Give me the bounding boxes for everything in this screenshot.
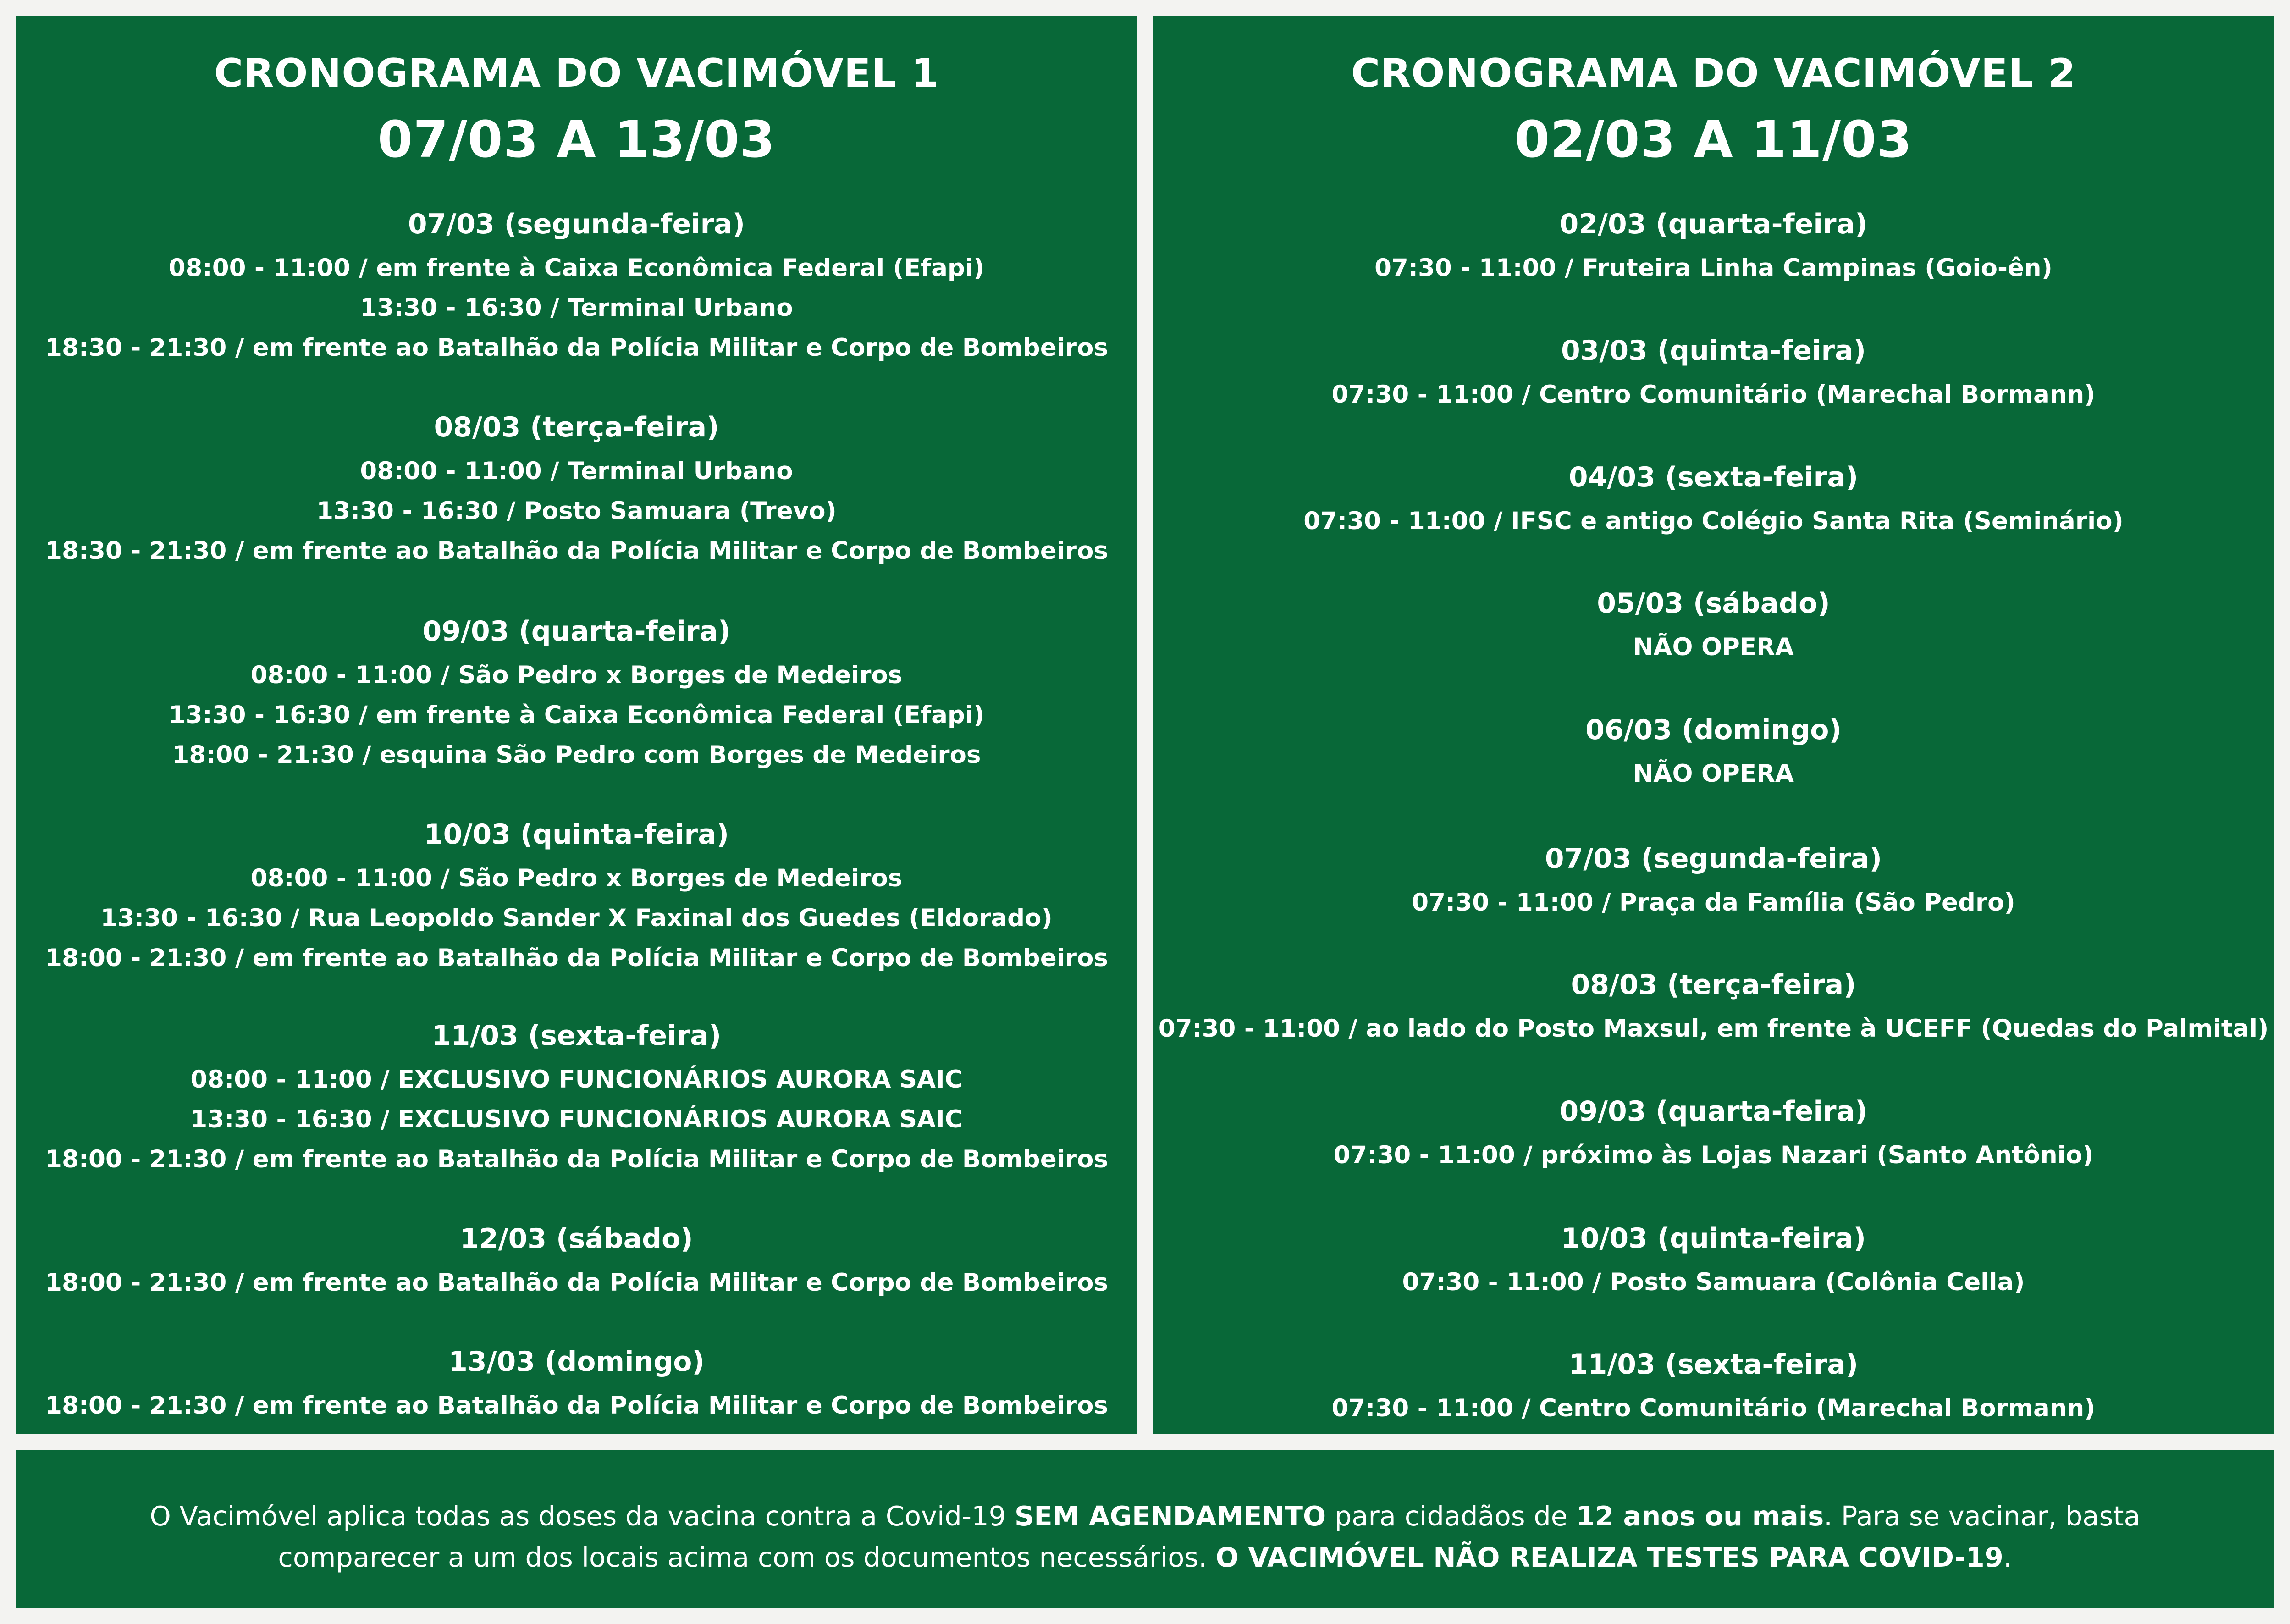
footer-text-4: . xyxy=(2003,1541,2012,1573)
day-label: 11/03 (sexta-feira) xyxy=(431,1020,722,1052)
panel-title: CRONOGRAMA DO VACIMÓVEL 2 xyxy=(1351,50,2076,96)
time-slot: 08:00 - 11:00 / EXCLUSIVO FUNCIONÁRIOS AURORA SAIC xyxy=(190,1066,963,1094)
time-slot: 18:00 - 21:30 / em frente ao Batalhão da Polícia Militar e Corpo de Bombeiros xyxy=(45,944,1108,972)
footer-text-3: . Para se vacinar, basta comparecer a um dos locais acima com os documentos necessários. xyxy=(278,1500,2141,1573)
time-slot: NÃO OPERA xyxy=(1633,633,1794,661)
time-slot: 13:30 - 16:30 / Posto Samuara (Trevo) xyxy=(316,497,837,525)
day-block xyxy=(1153,587,2274,667)
day-label: 13/03 (domingo) xyxy=(448,1346,705,1378)
panel-period: 07/03 A 13/03 xyxy=(377,110,776,169)
day-block xyxy=(1153,1348,2274,1428)
time-slot: 08:00 - 11:00 / São Pedro x Borges de Medeiros xyxy=(250,864,903,892)
info-footer xyxy=(16,1450,2274,1608)
panel-title: CRONOGRAMA DO VACIMÓVEL 1 xyxy=(214,50,939,96)
footer-text-1: O Vacimóvel aplica todas as doses da vacina contra a Covid-19 xyxy=(149,1500,1015,1532)
time-slot: 07:30 - 11:00 / Centro Comunitário (Marechal Bormann) xyxy=(1331,381,2096,409)
day-label: 02/03 (quarta-feira) xyxy=(1559,208,1868,240)
footer-note xyxy=(99,1496,2191,1578)
day-label: 12/03 (sábado) xyxy=(460,1223,693,1255)
day-label: 09/03 (quarta-feira) xyxy=(422,615,731,647)
day-block xyxy=(16,208,1137,368)
time-slot: 18:30 - 21:30 / em frente ao Batalhão da Polícia Militar e Corpo de Bombeiros xyxy=(45,537,1108,565)
time-slot: 07:30 - 11:00 / Praça da Família (São Pedro) xyxy=(1412,889,2015,917)
time-slot: 07:30 - 11:00 / próximo às Lojas Nazari (Santo Antônio) xyxy=(1333,1141,2094,1169)
day-label: 06/03 (domingo) xyxy=(1585,714,1842,746)
schedule-panel-vacimovel-2 xyxy=(1153,16,2274,1434)
footer-emphasis-no-tests: O VACIMÓVEL NÃO REALIZA TESTES PARA COVID-19 xyxy=(1215,1541,2003,1573)
schedule-panel-vacimovel-1 xyxy=(16,16,1137,1434)
day-block xyxy=(1153,461,2274,541)
time-slot: 13:30 - 16:30 / EXCLUSIVO FUNCIONÁRIOS AURORA SAIC xyxy=(190,1105,963,1133)
day-block xyxy=(16,1345,1137,1425)
day-block xyxy=(16,615,1137,775)
day-block xyxy=(1153,842,2274,922)
time-slot: NÃO OPERA xyxy=(1633,760,1794,788)
day-block xyxy=(16,411,1137,571)
time-slot: 08:00 - 11:00 / Terminal Urbano xyxy=(360,457,793,485)
day-label: 07/03 (segunda-feira) xyxy=(408,208,745,240)
day-label: 08/03 (terça-feira) xyxy=(1571,969,1856,1001)
day-block xyxy=(1153,713,2274,794)
time-slot: 18:00 - 21:30 / em frente ao Batalhão da Polícia Militar e Corpo de Bombeiros xyxy=(45,1269,1108,1297)
time-slot: 08:00 - 11:00 / em frente à Caixa Econômica Federal (Efapi) xyxy=(168,254,985,282)
time-slot: 13:30 - 16:30 / Rua Leopoldo Sander X Faxinal dos Guedes (Eldorado) xyxy=(100,904,1053,932)
time-slot: 07:30 - 11:00 / Centro Comunitário (Marechal Bormann) xyxy=(1331,1394,2096,1422)
time-slot: 07:30 - 11:00 / Fruteira Linha Campinas (Goio-ên) xyxy=(1374,254,2053,282)
footer-emphasis-age: 12 anos ou mais xyxy=(1576,1500,1824,1532)
day-block xyxy=(1153,208,2274,288)
time-slot: 07:30 - 11:00 / IFSC e antigo Colégio Santa Rita (Seminário) xyxy=(1303,507,2124,535)
day-label: 08/03 (terça-feira) xyxy=(434,411,719,443)
day-block xyxy=(16,818,1137,978)
day-label: 07/03 (segunda-feira) xyxy=(1545,843,1882,875)
time-slot: 13:30 - 16:30 / Terminal Urbano xyxy=(360,294,793,322)
day-label: 11/03 (sexta-feira) xyxy=(1568,1348,1859,1381)
day-label: 10/03 (quinta-feira) xyxy=(1561,1222,1866,1254)
footer-text-2: para cidadãos de xyxy=(1326,1500,1576,1532)
time-slot: 07:30 - 11:00 / ao lado do Posto Maxsul, em frente à UCEFF (Quedas do Palmital) xyxy=(1158,1015,2269,1043)
day-label: 10/03 (quinta-feira) xyxy=(424,818,729,851)
day-label: 03/03 (quinta-feira) xyxy=(1561,335,1866,367)
footer-emphasis-no-appointment: SEM AGENDAMENTO xyxy=(1014,1500,1326,1532)
day-label: 09/03 (quarta-feira) xyxy=(1559,1095,1868,1127)
day-block xyxy=(1153,334,2274,414)
time-slot: 18:30 - 21:30 / em frente ao Batalhão da Polícia Militar e Corpo de Bombeiros xyxy=(45,334,1108,362)
time-slot: 07:30 - 11:00 / Posto Samuara (Colônia Cella) xyxy=(1402,1268,2025,1296)
day-block xyxy=(1153,968,2274,1049)
day-label: 05/03 (sábado) xyxy=(1597,587,1830,619)
panel-period: 02/03 A 11/03 xyxy=(1514,110,1913,169)
time-slot: 08:00 - 11:00 / São Pedro x Borges de Medeiros xyxy=(250,661,903,689)
time-slot: 18:00 - 21:30 / em frente ao Batalhão da Polícia Militar e Corpo de Bombeiros xyxy=(45,1392,1108,1420)
time-slot: 13:30 - 16:30 / em frente à Caixa Econômica Federal (Efapi) xyxy=(168,701,985,729)
day-block xyxy=(1153,1222,2274,1302)
day-block xyxy=(1153,1095,2274,1175)
day-block xyxy=(16,1222,1137,1303)
time-slot: 18:00 - 21:30 / em frente ao Batalhão da Polícia Militar e Corpo de Bombeiros xyxy=(45,1145,1108,1173)
day-block xyxy=(16,1019,1137,1179)
day-label: 04/03 (sexta-feira) xyxy=(1568,461,1859,493)
time-slot: 18:00 - 21:30 / esquina São Pedro com Borges de Medeiros xyxy=(172,741,981,769)
